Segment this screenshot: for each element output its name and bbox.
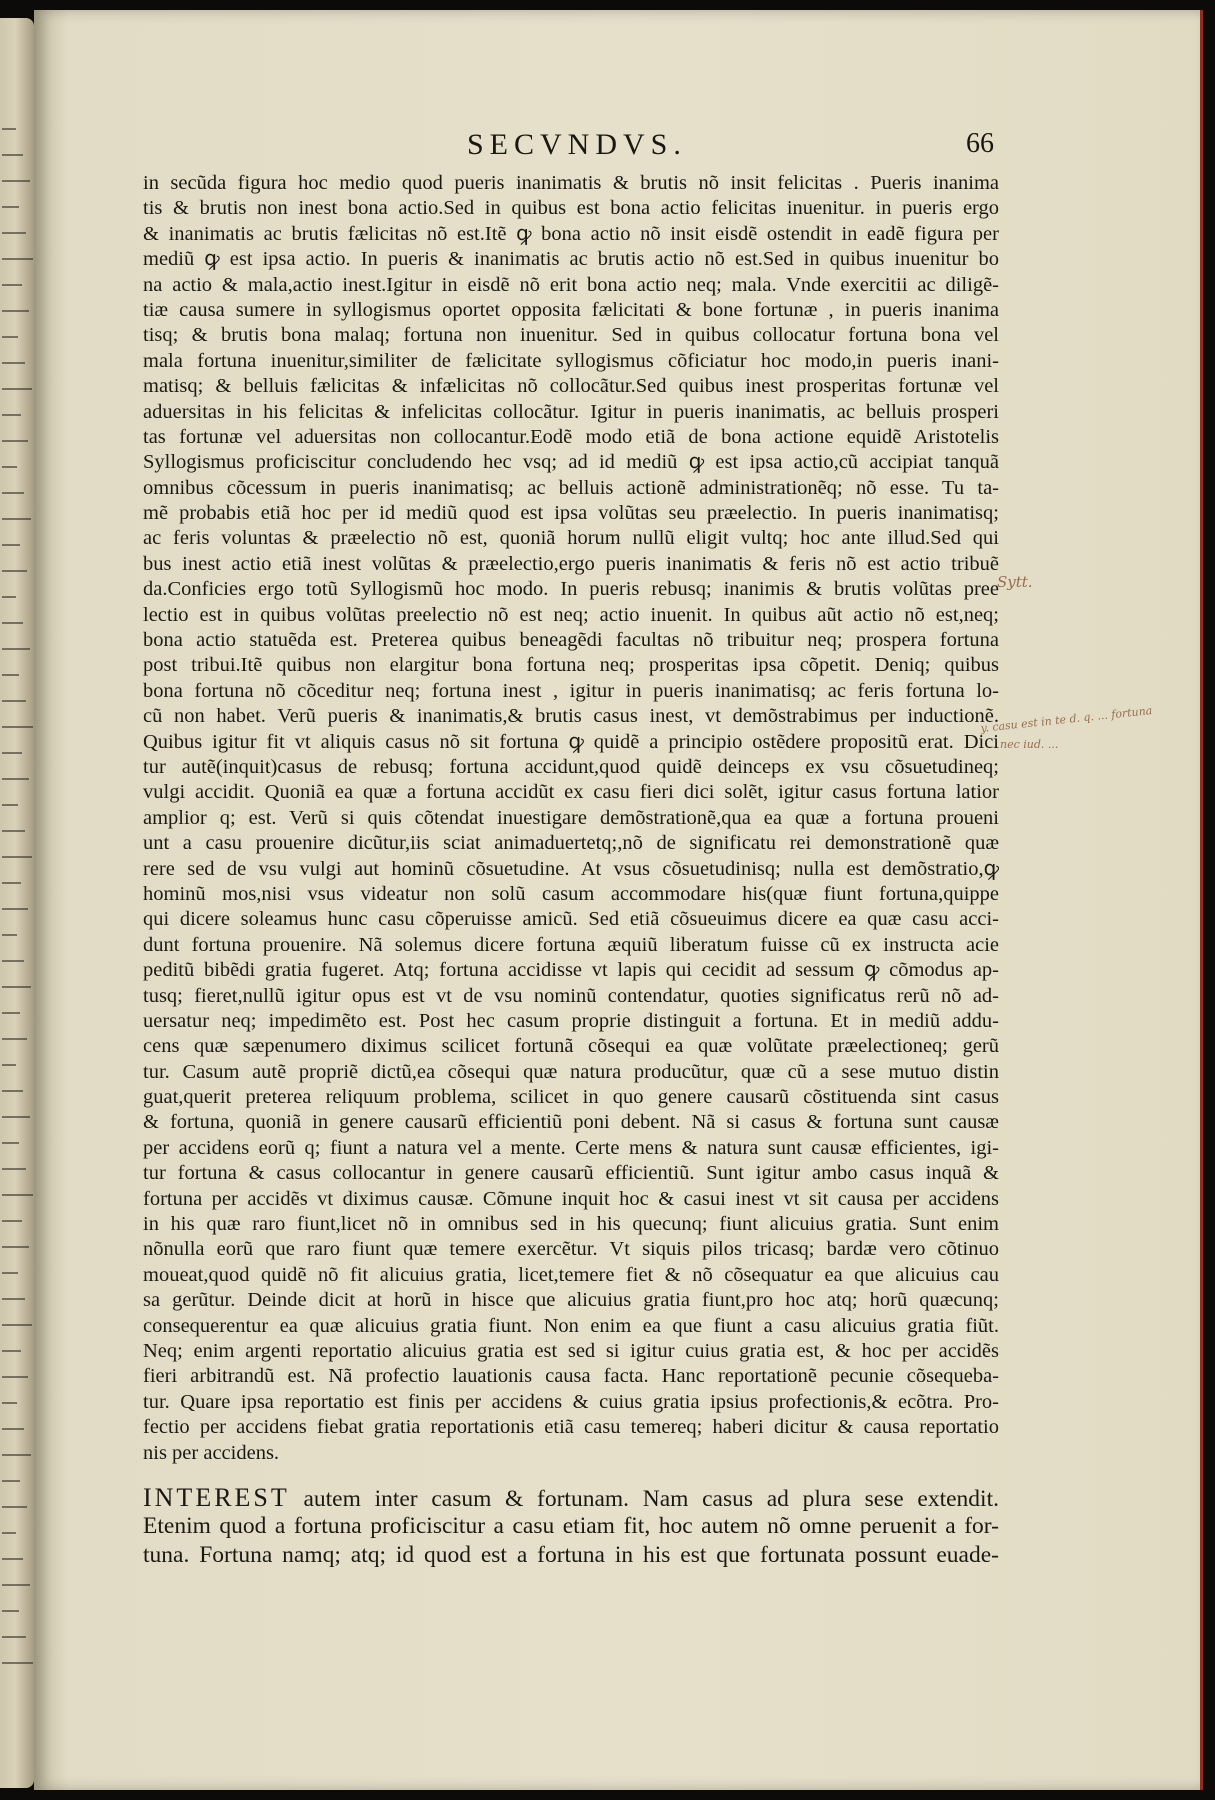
text-line: cens quæ sæpenumero diximus scilicet fortunã cõsequi ea quæ volũtate præelectioneq; gerũ <box>143 1035 999 1058</box>
text-line: na actio & mala,actio inest.Igitur in eisdẽ nõ erit bona actio neq; mala. Vnde exercitii ac diligẽ- <box>143 273 999 296</box>
facing-page-text-fragment <box>2 804 18 806</box>
facing-page-text-fragment <box>2 180 30 182</box>
facing-page-text-fragment <box>2 1090 23 1092</box>
text-line: qui dicere soleamus hunc casu cõperuisse amicũ. Sed etiã cõsueuimus dicere ea quæ casu acci- <box>143 908 999 931</box>
text-line: rere sed de vsu vulgi aut hominũ cõsuetudine. At vsus cõsuetudinisq; nulla est demõstratio,ꝙ <box>143 857 999 880</box>
facing-page-text-fragment <box>2 700 26 702</box>
text-line: aduersitas in his felicitas & infelicitas collocãtur. Igitur in pueris inanimatis, ac belluis prosperi <box>143 400 999 423</box>
facing-page-text-fragment <box>2 206 19 208</box>
text-line: fortuna per accidẽs vt diximus causæ. Cõmune inquit hoc & casui inest vt sit causa per accidens <box>143 1187 999 1210</box>
paragraph-2 <box>143 1483 999 1570</box>
text-line: nis per accidens. <box>143 1441 280 1464</box>
text-line: tur. Casum autẽ propriẽ dictũ,ea cõsequi quæ natura producũtur, quæ cũ a sese mutuo distin <box>143 1060 999 1083</box>
facing-page-text-fragment <box>2 440 28 442</box>
facing-page-text-fragment <box>2 232 26 234</box>
facing-page-text-fragment <box>2 1168 26 1170</box>
text-line: amplior q; est. Verũ si quis cõtendat inuestigare demõstrationẽ,qua ea quæ a fortuna proueni <box>143 806 999 829</box>
facing-page-text-fragment <box>2 1636 26 1638</box>
margin-annotation: ... nec iud. ... <box>986 738 1059 751</box>
text-line: omnibus cõcessum in pueris inanimatisq; ac belluis actionẽ administrationẽq; nõ esse. Tu ta- <box>143 476 999 499</box>
facing-page-text-fragment <box>2 596 16 598</box>
facing-page-text-fragment <box>2 856 32 858</box>
text-line: autem inter casum & fortunam. Nam casus ad plura sese extendit. <box>289 1485 999 1512</box>
text-line: ac feris voluntas & præelectio nõ est, quoniã horum nullũ eligit vultq; hoc ante illud.Sed qui <box>143 527 999 550</box>
text-line: tis & brutis non inest bona actio.Sed in quibus est bona actio felicitas inuenitur. in pueris ergo <box>143 197 999 220</box>
text-line: uersatur neq; impedimẽto est. Post hec casum proprie distinguit a fortuna. Et in mediũ addu- <box>143 1009 999 1032</box>
facing-page-text-fragment <box>2 1038 27 1040</box>
text-line: bus inest actio etiã inest volũtas & præelectio,ergo pueris inanimatis & feris nõ est actio tribuẽ <box>143 552 999 575</box>
facing-page-text-fragment <box>2 1142 19 1144</box>
text-line: tisq; & brutis bona malaq; fortuna non inuenitur. Sed in quibus collocatur fortuna bona vel <box>143 324 999 347</box>
facing-page-text-fragment <box>2 1662 33 1664</box>
facing-page-text-fragment <box>2 1402 17 1404</box>
paragraph-initial-word: INTEREST <box>143 1482 290 1512</box>
text-line: consequerentur ea quæ alicuius gratia fiunt. Non enim ea que fiunt a casu alicuius gratia fiũt. <box>143 1314 999 1337</box>
text-line: in secũda figura hoc medio quod pueris inanimatis & brutis nõ insit felicitas . Pueris inanima <box>143 172 999 194</box>
text-line: nõnulla eorũ que raro fiunt quæ temere exercẽtur. Vt siquis pilos tricasq; bardæ vero cõtinuo <box>143 1238 999 1261</box>
facing-page-text-fragment <box>2 518 31 520</box>
facing-page-text-fragment <box>2 544 20 546</box>
facing-page-text-fragment <box>2 1272 18 1274</box>
text-line: unt a casu prouenire dicũtur,iis sciat animaduertetq;,nõ de significatu rei demonstrationẽ quæ <box>143 832 999 855</box>
facing-page-text-fragment <box>2 1480 20 1482</box>
margin-annotation: y. casu est in te d. q. ... fortuna <box>980 703 1153 735</box>
text-line: mediũ ꝙ est ipsa actio. In pueris & inanimatis ac brutis actio nõ est.Sed in quibus inuenitur bo <box>143 248 999 271</box>
page <box>34 10 1203 1790</box>
text-line: dunt fortuna prouenire. Nã solemus dicere fortuna æquiũ liberatum fuisse cũ ex instructa acie <box>143 933 999 956</box>
text-line: & fortuna, quoniã in genere causarũ efficientiũ poni debent. Nã si casus & fortuna sunt causæ <box>143 1111 999 1134</box>
text-line: in his quæ raro fiunt,licet nõ in omnibus sed in his quecunq; fiunt alicuius gratia. Sunt enim <box>143 1213 999 1236</box>
facing-page-text-fragment <box>2 830 25 832</box>
facing-page-text-fragment <box>2 1350 21 1352</box>
facing-page-text-fragment <box>2 1532 16 1534</box>
text-line: tur autẽ(inquit)casus de rebusq; fortuna accidunt,quod quidẽ deinceps ex vsu cõsuetudineq; <box>143 755 999 778</box>
text-line: moueat,quod quidẽ nõ fit alicuius gratia, licet,temere fiet & nõ cõsequatur ea que alicuius cau <box>143 1263 999 1286</box>
facing-page-text-fragment <box>2 258 33 260</box>
margin-annotation: Sytt. <box>997 573 1033 591</box>
facing-page-text-fragment <box>2 1116 30 1118</box>
text-line: tur. Quare ipsa reportatio est finis per accidens & cuius gratia ipsius profectionis,& ecõtra. Pro- <box>143 1390 999 1413</box>
facing-page-text-fragment <box>2 414 21 416</box>
text-line: matisq; & belluis fælicitas & infælicitas nõ collocãtur.Sed quibus inest prosperitas fortunæ vel <box>143 375 999 398</box>
facing-page-text-fragment <box>2 1584 30 1586</box>
facing-page-text-fragment <box>2 570 27 572</box>
text-line: mẽ probabis etiã hoc per id mediũ quod est ipsa volũtas seu præelectio. In pueris inanimatisq; <box>143 502 999 525</box>
facing-page-text-fragment <box>2 1376 28 1378</box>
facing-page-text-fragment <box>2 674 19 676</box>
text-line: & inanimatis ac brutis fælicitas nõ est.Itẽ ꝙ bona actio nõ insit eisdẽ ostendit in eadẽ figura per <box>143 222 999 245</box>
text-line: fieri arbitrandũ est. Nã profectio lauationis causa facta. Hanc reportationẽ pecunie cõsequeba- <box>143 1365 999 1388</box>
paragraph-1 <box>143 171 999 1466</box>
text-line: Syllogismus proficiscitur concludendo hec vsq; ad id mediũ ꝙ est ipsa actio,cũ accipiat tanquã <box>143 451 999 474</box>
facing-page-text-fragment <box>2 648 30 650</box>
facing-page-text-fragment <box>2 908 28 910</box>
text-line: mala fortuna inuenitur,similiter de fælicitate syllogismus cõficiatur hoc modo,in pueris inani- <box>143 349 999 372</box>
facing-page-text-fragment <box>2 492 24 494</box>
text-line: tas fortunæ vel aduersitas non collocantur.Eodẽ modo etiã de bona actione equidẽ Aristotelis <box>143 425 999 448</box>
text-line: Neq; enim argenti reportatio alicuius gratia est sed si igitur cuius gratia est, & hoc per accidẽs <box>143 1339 999 1362</box>
facing-page-text-fragment <box>2 1610 19 1612</box>
facing-page-text-fragment <box>2 336 18 338</box>
left-page-edge <box>0 18 34 1788</box>
facing-page-text-fragment <box>2 1428 24 1430</box>
facing-page-text-fragment <box>2 778 29 780</box>
facing-page-text-fragment <box>2 726 33 728</box>
text-line: cũ non habet. Verũ pueris & inanimatis,& brutis casus inest, vt demõstrabimus per inductionẽ. <box>143 705 999 728</box>
text-line: bona fortuna nõ cõceditur neq; fortuna inest , igitur in pueris inanimatisq; ac feris fortuna lo- <box>143 679 999 702</box>
text-line: da.Conficies ergo totũ Syllogismũ hoc modo. In pueris rebusq; inanimis & brutis volũtas pree <box>143 578 999 601</box>
facing-page-text-fragment <box>2 934 17 936</box>
facing-page-text-fragment <box>2 388 32 390</box>
facing-page-text-fragment <box>2 1298 25 1300</box>
facing-page-text-fragment <box>2 960 24 962</box>
text-line: per accidens eorũ q; fiunt a natura vel a mente. Certe mens & natura sunt causæ efficientes, igi- <box>143 1136 999 1159</box>
facing-page-text-fragment <box>2 154 23 156</box>
text-line: Etenim quod a fortuna proficiscitur a casu etiam fit, hoc autem nõ omne peruenit a for- <box>143 1512 999 1539</box>
folio-number: 66 <box>966 128 994 159</box>
facing-page-text-fragment <box>2 1506 27 1508</box>
text-line: tusq; fieret,nullũ igitur opus est vt de vsu nominũ contendatur, quoties significatus rerũ nõ ad- <box>143 984 999 1007</box>
text-line: tiæ causa sumere in syllogismus oportet opposita fælicitati & bone fortunæ , in pueris inanima <box>143 298 999 321</box>
text-line: bona actio statuẽda est. Preterea quibus beneagẽdi facultas nõ tribuitur neq; prospera fortuna <box>143 629 999 652</box>
facing-page-text-fragment <box>2 1454 31 1456</box>
facing-page-text-fragment <box>2 310 29 312</box>
text-line: Quibus igitur fit vt aliquis casus nõ sit fortuna ꝙ quidẽ a principio ostẽdere propositũ erat. Dici <box>143 730 999 753</box>
running-header: SECVNDVS. <box>467 128 687 161</box>
facing-page-text-fragment <box>2 622 23 624</box>
text-line: vulgi accidit. Quoniã ea quæ a fortuna accidũt ex casu fieri dici solẽt, igitur casus fortuna latior <box>143 781 999 804</box>
facing-page-text-fragment <box>2 362 25 364</box>
facing-page-text-fragment <box>2 284 22 286</box>
text-line: sa gerũtur. Deinde dicit at horũ in hisce que alicuius gratia fiunt,pro hoc atq; horũ quæcunq; <box>143 1289 999 1312</box>
text-line: post tribui.Itẽ quibus non elargitur bona fortuna neq; prosperitas ipsa cõpetit. Deniq; quibus <box>143 654 999 677</box>
facing-page-text-fragment <box>2 1012 20 1014</box>
text-line: peditũ bibẽdi gratia fugeret. Atq; fortuna accidisse vt lapis qui cecidit ad sessum ꝙ cõmodus ap- <box>143 959 999 982</box>
facing-page-text-fragment <box>2 1246 29 1248</box>
facing-page-text-fragment <box>2 1064 16 1066</box>
text-line: fectio per accidens fiebat gratia reportationis etiã casu temereq; haberi dicitur & causa reportatio <box>143 1416 999 1439</box>
facing-page-text-fragment <box>2 1194 33 1196</box>
facing-page-text-fragment <box>2 466 17 468</box>
facing-page-text-fragment <box>2 986 31 988</box>
facing-page-text-fragment <box>2 1558 23 1560</box>
text-line: tuna. Fortuna namq; atq; id quod est a fortuna in his est que fortunata possunt euade- <box>143 1541 999 1568</box>
text-line: guat,querit preterea reliquum problema, scilicet in quo genere causarũ cõstituenda sint casus <box>143 1086 999 1109</box>
body-text <box>143 171 999 1570</box>
text-line: hominũ mos,nisi vsus videatur non solũ casum accommodare his(quæ fiunt fortuna,quippe <box>143 882 999 905</box>
facing-page-text-fragment <box>2 752 22 754</box>
text-line: tur fortuna & casus collocantur in genere causarũ efficientiũ. Sunt igitur ambo casus inquã & <box>143 1162 999 1185</box>
facing-page-text-fragment <box>2 1220 22 1222</box>
facing-page-text-fragment <box>2 1324 32 1326</box>
text-line: lectio est in quibus volũtas preelectio nõ est neq; actio inuenit. In quibus aũt actio nõ est,neq; <box>143 603 999 626</box>
facing-page-text-fragment <box>2 128 16 130</box>
facing-page-text-fragment <box>2 882 21 884</box>
